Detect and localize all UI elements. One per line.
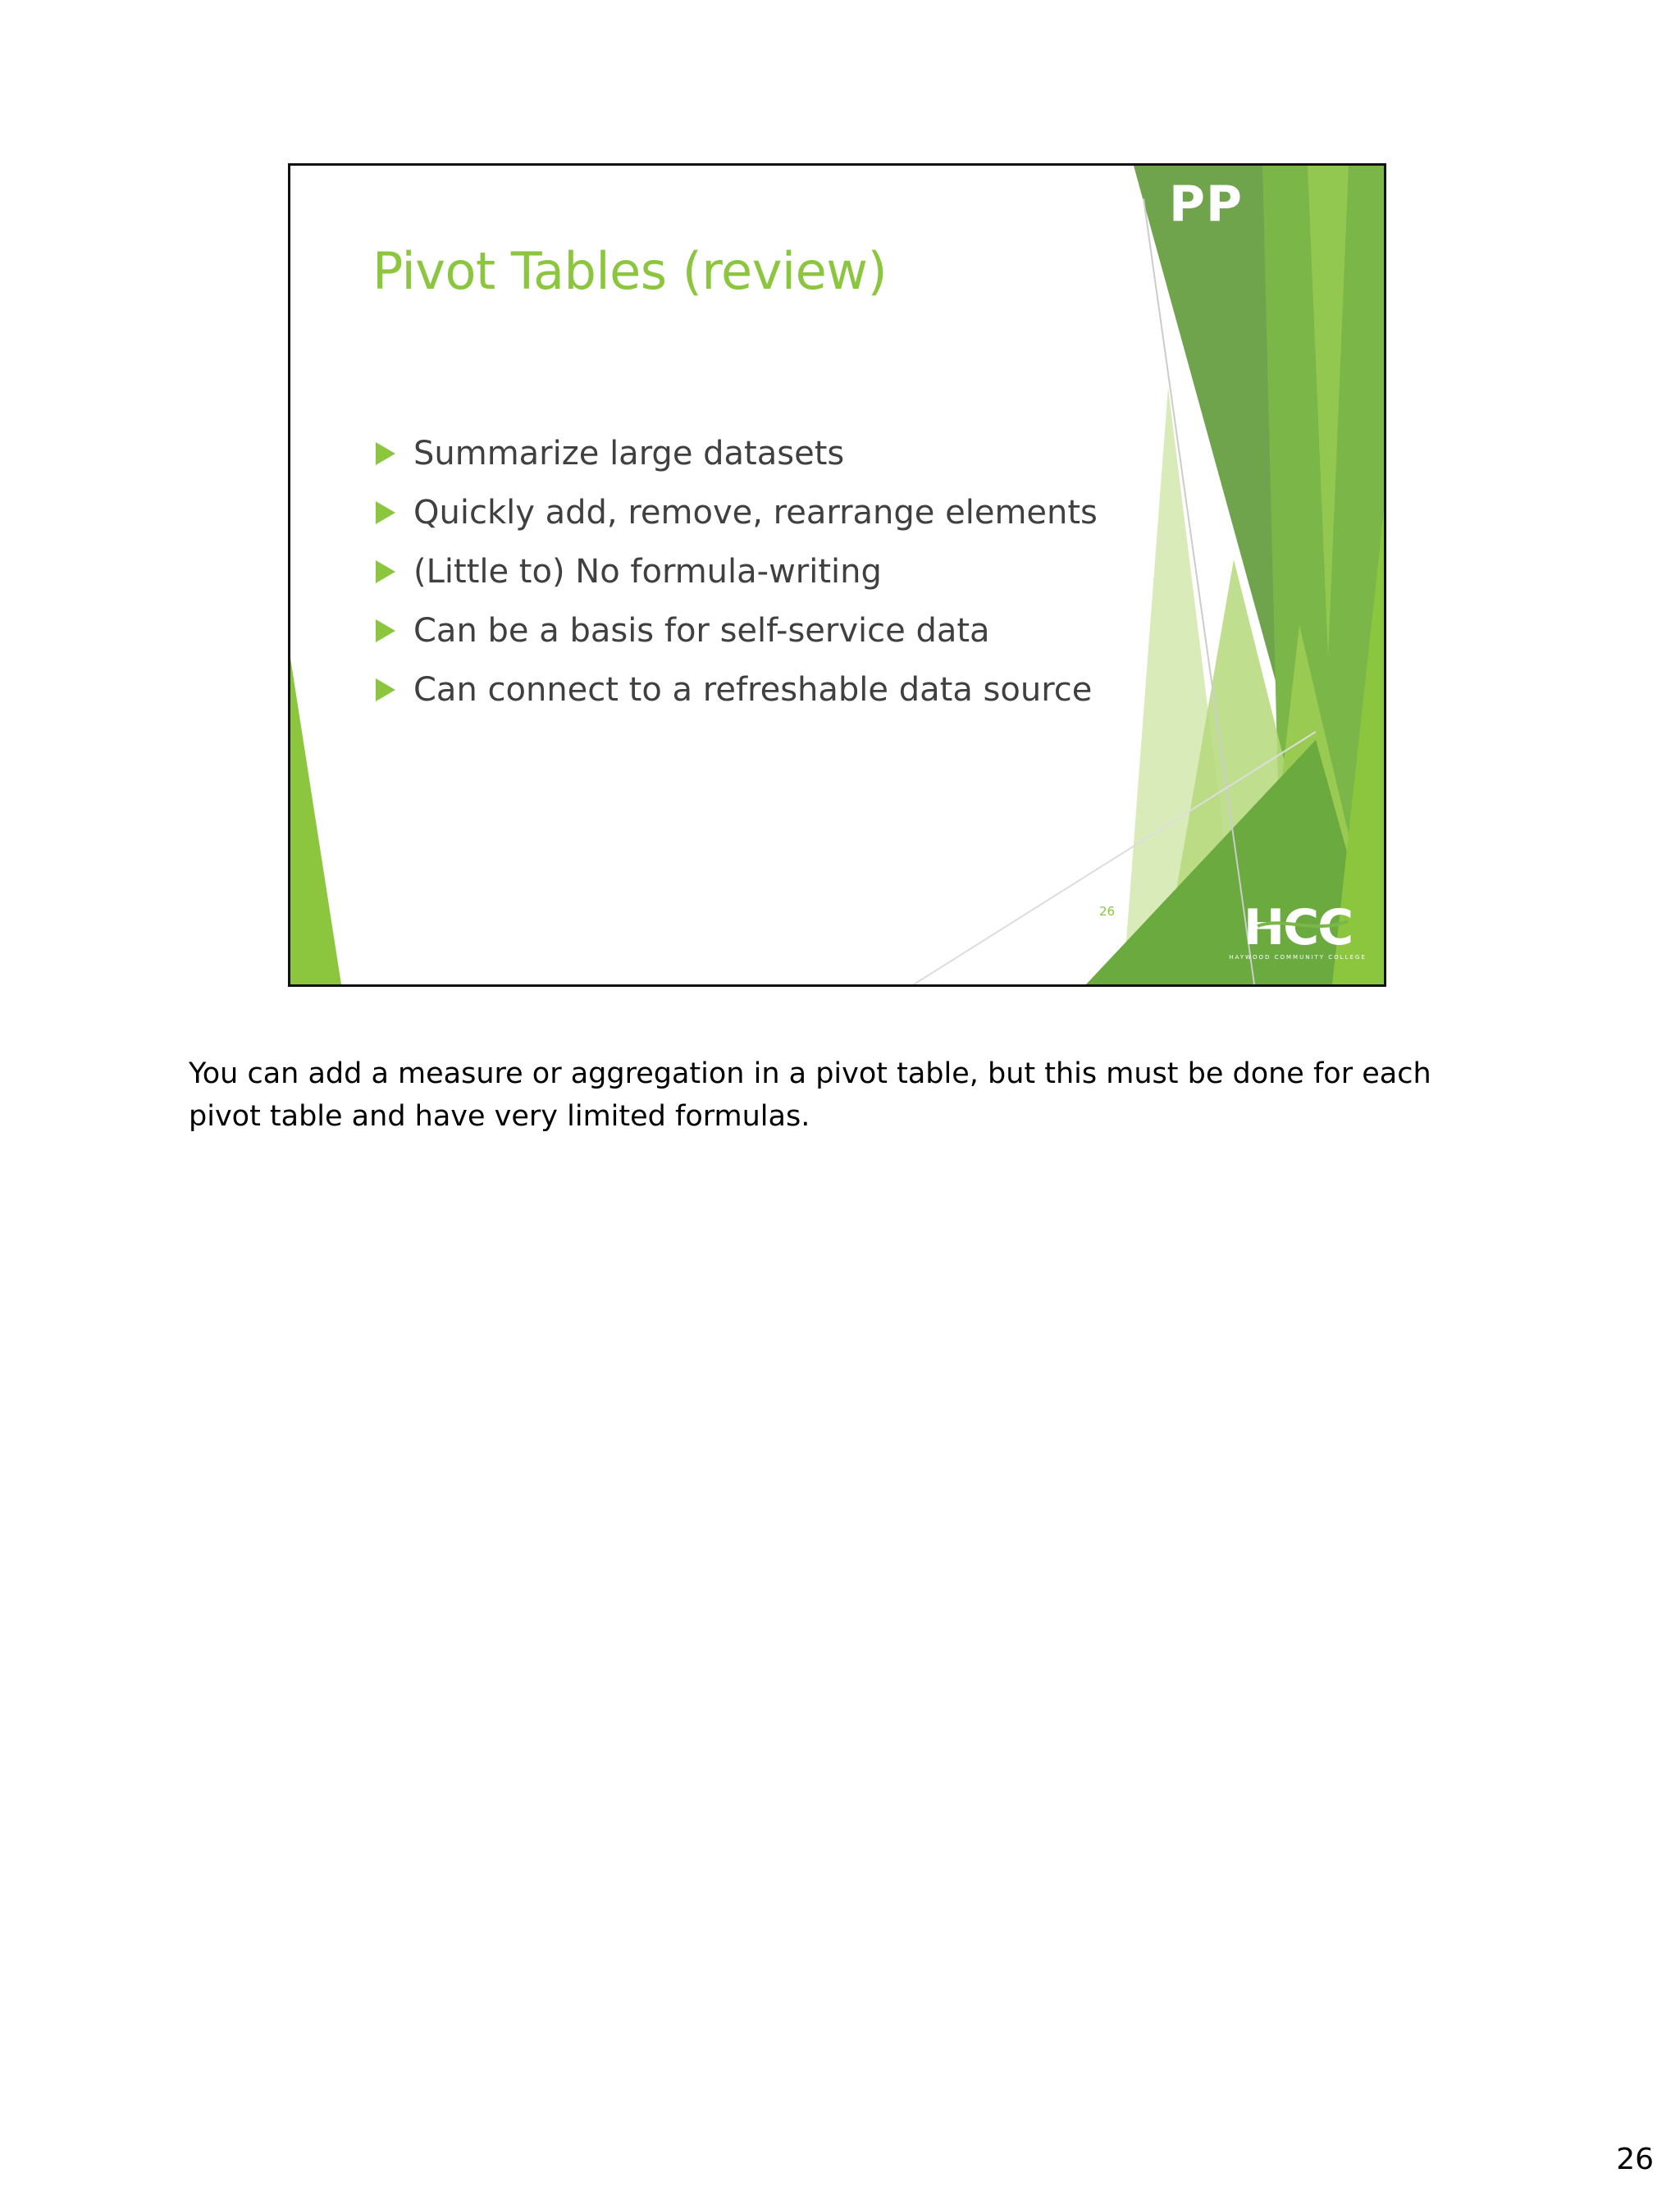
bullet-text: Can connect to a refreshable data source (413, 671, 1093, 709)
bullet-item (376, 601, 1098, 660)
svg-text:HCC: HCC (1243, 899, 1353, 956)
svg-text:HAYWOOD COMMUNITY COLLEGE: HAYWOOD COMMUNITY COLLEGE (1229, 954, 1367, 961)
corner-label: PP (1169, 176, 1243, 233)
bullet-text: Summarize large datasets (413, 435, 845, 472)
bullet-item (376, 424, 1098, 483)
triangle-right-icon (376, 619, 395, 642)
triangle-right-icon (376, 560, 395, 583)
bullet-item (376, 483, 1098, 542)
triangle-right-icon (376, 442, 395, 465)
bullet-text: Can be a basis for self-service data (413, 612, 990, 650)
page-number: 26 (1616, 2143, 1654, 2176)
triangle-right-icon (376, 501, 395, 524)
bullet-item (376, 542, 1098, 601)
slide-bullet-list (376, 424, 1098, 719)
slide-thumbnail (288, 163, 1386, 987)
slide-title: Pivot Tables (review) (372, 241, 888, 301)
bullet-item (376, 660, 1098, 719)
speaker-notes: You can add a measure or aggregation in a pivot table, but this must be done for each pivot table and have very limited formulas. (189, 1057, 1431, 1133)
slide-number: 26 (1099, 904, 1116, 919)
hcc-logo (1225, 898, 1371, 962)
bullet-text: (Little to) No formula-writing (413, 553, 882, 591)
triangle-right-icon (376, 678, 395, 701)
bullet-text: Quickly add, remove, rearrange elements (413, 494, 1098, 532)
